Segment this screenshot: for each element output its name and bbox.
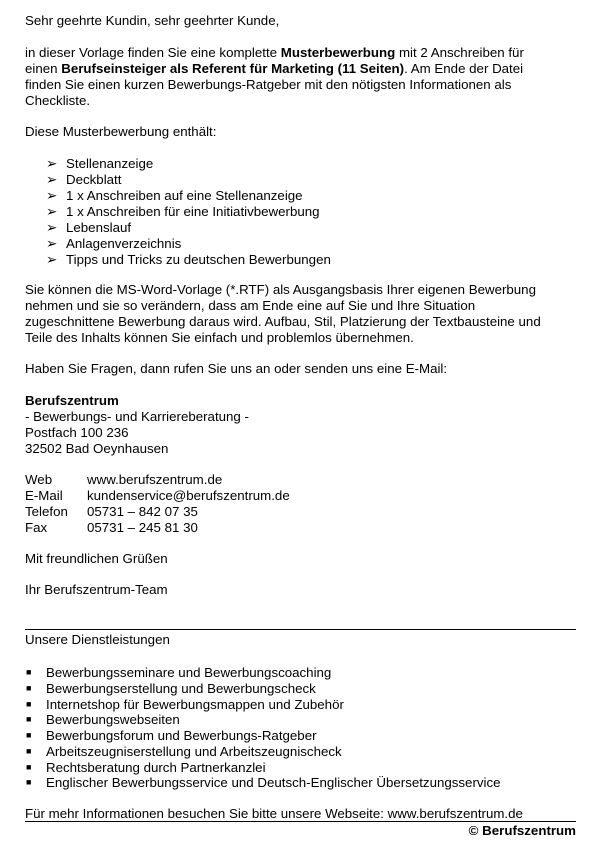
web-link[interactable]: www.berufszentrum.de (87, 472, 223, 487)
intro-emphasis: Musterbewerbung (280, 45, 396, 60)
list-item: ➢ Stellenanzeige (46, 156, 154, 171)
arrow-bullet-icon: ➢ (46, 236, 58, 251)
closing: Mit freundlichen Grüßen (25, 551, 168, 566)
company-po-box: Postfach 100 236 (25, 425, 129, 440)
intro-text: mit 2 Anschreiben für (395, 45, 524, 60)
list-item: ➢ Tipps und Tricks zu deutschen Bewerbungen (46, 252, 331, 267)
list-item: ■ Bewerbungserstellung und Bewerbungscheck (26, 681, 316, 696)
email-link[interactable]: kundenservice@berufszentrum.de (87, 488, 290, 503)
signature: Ihr Berufszentrum-Team (25, 582, 168, 597)
intro-line-3: finden Sie einen kurzen Bewerbungs-Ratgeber mit den nötigsten Informationen als (25, 77, 512, 92)
arrow-bullet-icon: ➢ (46, 220, 58, 235)
list-item: ➢ Lebenslauf (46, 220, 132, 235)
contact-label: E-Mail (25, 488, 63, 503)
list-item: ■ Bewerbungswebseiten (26, 712, 180, 727)
list-item: ■ Englischer Bewerbungsservice und Deutsch-Englischer Übersetzungsservice (26, 775, 501, 790)
list-item: ■ Arbeitszeugniserstellung und Arbeitszeugnischeck (26, 744, 342, 759)
arrow-bullet-icon: ➢ (46, 156, 58, 171)
company-city: 32502 Bad Oeynhausen (25, 441, 169, 456)
list-item: ➢ 1 x Anschreiben für eine Initiativbewerbung (46, 204, 320, 219)
contact-label: Web (25, 472, 53, 487)
contact-fax (25, 520, 198, 536)
contact-email (25, 488, 290, 504)
usage-line: Sie können die MS-Word-Vorlage (*.RTF) als Ausgangsbasis Ihrer eigenen Bewerbung (25, 282, 536, 297)
contact-web (25, 472, 222, 488)
usage-line: zugeschnittene Bewerbung daraus wird. Aufbau, Stil, Platzierung der Textbausteine und (25, 314, 541, 329)
contact-phone (25, 504, 198, 520)
usage-line: nehmen und sie so verändern, dass am Ende eine auf Sie und Ihre Situation (25, 298, 476, 313)
square-bullet-icon: ■ (26, 746, 32, 756)
list-item: ➢ 1 x Anschreiben auf eine Stellenanzeige (46, 188, 303, 203)
copyright: © Berufszentrum (468, 823, 576, 838)
arrow-bullet-icon: ➢ (46, 188, 58, 203)
contact-label: Fax (25, 520, 48, 535)
company-name: Berufszentrum (25, 393, 119, 408)
intro-line-2 (25, 61, 523, 77)
square-bullet-icon: ■ (26, 667, 32, 677)
contents-heading: Diese Musterbewerbung enthält: (25, 124, 217, 139)
arrow-bullet-icon: ➢ (46, 204, 58, 219)
questions-text: Haben Sie Fragen, dann rufen Sie uns an oder senden uns eine E-Mail: (25, 361, 448, 376)
usage-line: Teile des Inhalts können Sie einfach und problemlos übernehmen. (25, 330, 414, 345)
list-item: ■ Internetshop für Bewerbungsmappen und Zubehör (26, 697, 344, 712)
intro-emphasis: Berufseinsteiger als Referent für Marketing (11 Seiten) (61, 61, 405, 76)
square-bullet-icon: ■ (26, 730, 32, 740)
intro-line-1 (25, 45, 524, 61)
contact-value: 05731 – 842 07 35 (87, 504, 198, 519)
arrow-bullet-icon: ➢ (46, 252, 58, 267)
list-item: ➢ Deckblatt (46, 172, 122, 187)
intro-text: in dieser Vorlage finden Sie eine komplette (25, 45, 281, 60)
list-item: ■ Bewerbungsforum und Bewerbungs-Ratgeber (26, 728, 317, 743)
intro-line-4: Checkliste. (25, 93, 91, 108)
contact-value: 05731 – 245 81 30 (87, 520, 198, 535)
square-bullet-icon: ■ (26, 714, 32, 724)
contact-label: Telefon (25, 504, 68, 519)
list-item: ■ Rechtsberatung durch Partnerkanzlei (26, 760, 266, 775)
divider (25, 821, 576, 822)
list-item: ■ Bewerbungsseminare und Bewerbungscoaching (26, 665, 332, 680)
square-bullet-icon: ■ (26, 683, 32, 693)
arrow-bullet-icon: ➢ (46, 172, 58, 187)
intro-text: einen (25, 61, 62, 76)
square-bullet-icon: ■ (26, 762, 32, 772)
company-tagline: - Bewerbungs- und Karriereberatung - (25, 409, 249, 424)
square-bullet-icon: ■ (26, 777, 32, 787)
intro-text: . Am Ende der Datei (404, 61, 524, 76)
more-info-text: Für mehr Informationen besuchen Sie bitte unsere Webseite: www.berufszentrum.de (25, 806, 523, 821)
divider (25, 629, 576, 630)
salutation: Sehr geehrte Kundin, sehr geehrter Kunde, (25, 13, 280, 28)
square-bullet-icon: ■ (26, 699, 32, 709)
services-heading: Unsere Dienstleistungen (25, 632, 170, 647)
list-item: ➢ Anlagenverzeichnis (46, 236, 182, 251)
